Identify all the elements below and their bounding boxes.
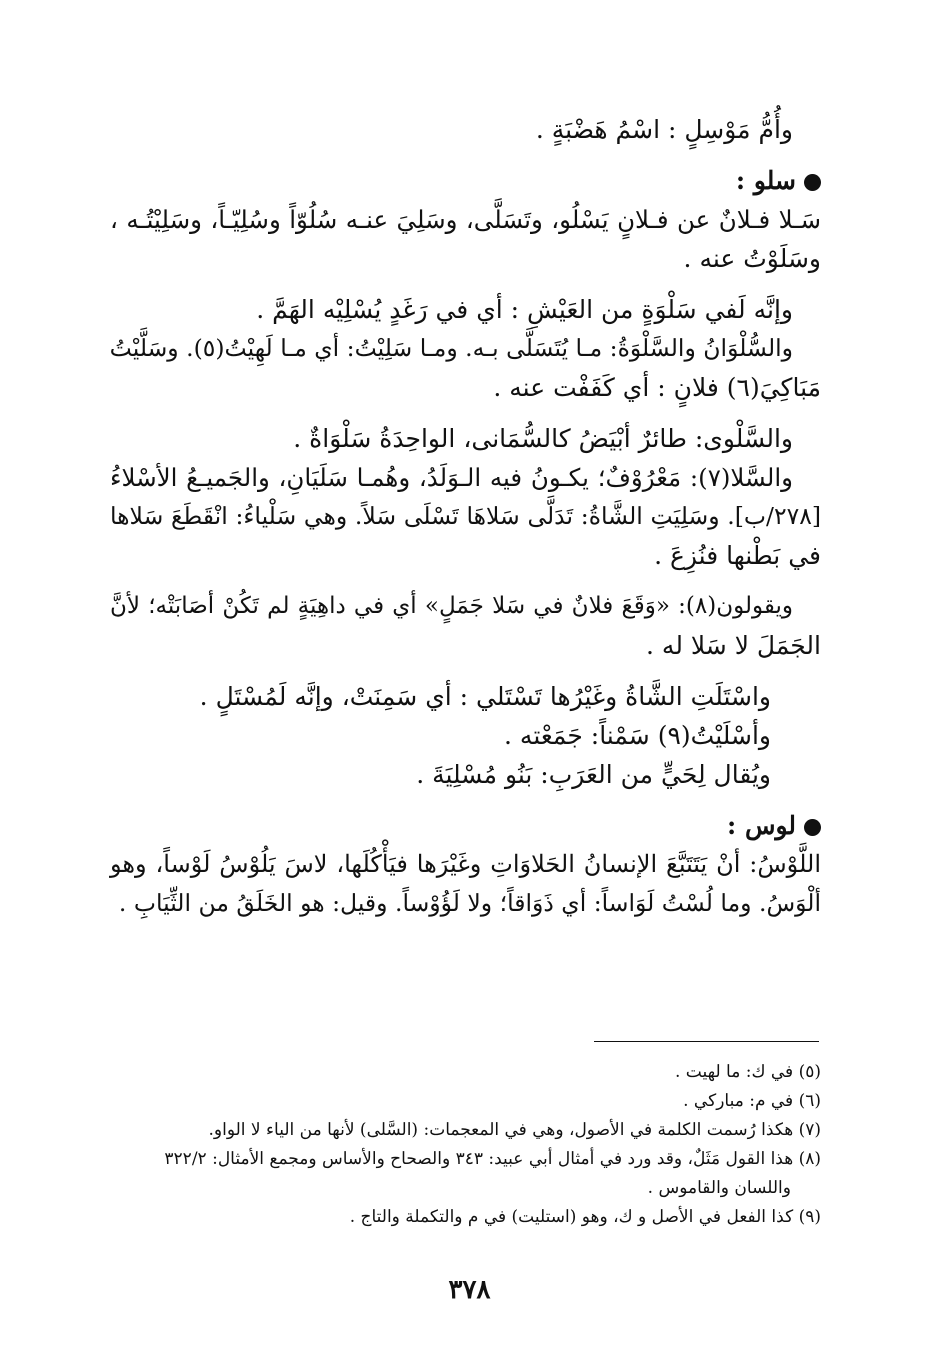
footnote-separator xyxy=(594,1041,819,1042)
heading-label: سلو : xyxy=(735,166,796,195)
footnote: (٦) في م: مباركي . xyxy=(683,1091,821,1111)
text-line: وأسْلَيْتُ(٩) سَمْناً: جَمَعْته . xyxy=(504,721,771,750)
text-line: وإنَّه لَفي سَلْوَةٍ من العَيْشِ : أي في رَغَدٍ يُسْلِيْه الهَمَّ . xyxy=(256,295,793,324)
entry-heading-salw xyxy=(110,161,821,200)
text-line: في بَطْنها فنُزِعَ . xyxy=(654,541,821,570)
text-line: ويُقال لِحَيٍّ من العَرَبِ: بَنُو مُسْلِيَةَ . xyxy=(416,760,771,789)
heading-label: لوس : xyxy=(727,811,796,840)
text-line: سَـلا فـلانٌ عن فـلانٍ يَسْلُو، وتَسَلَّى، وسَلِيَ عنـه سُلُوّاً وسُلِيّـاً، وسَلِيْتُـه ، xyxy=(110,205,821,234)
text-line: والسَّلا(٧): مَعْرُوْفٌ؛ يكـونُ فيه الـوَلَدُ، وهُمـا سَلَيَانِ، والجَميـعُ الأسْلاءُ xyxy=(110,463,793,492)
footnotes xyxy=(110,1058,821,1232)
text-line: وأُمُّ مَوْسِلٍ : اسْمُ هَضْبَةٍ . xyxy=(535,115,793,144)
page-number: ٣٧٨ xyxy=(448,1275,491,1305)
text-line: والسُّلْوَانُ والسَّلْوَةُ: مـا يُتَسَلَّى بـه. ومـا سَلِيْتُ: أي مـا لَهِيْتُ(٥). وسَلَّيْتُ xyxy=(109,334,793,362)
text-line: واسْتَلَتِ الشَّاةُ وغَيْرُها تَسْتَلي : أي سَمِنَتْ، وإنَّه لَمُسْتَلٍ . xyxy=(199,682,771,711)
text-line: ويقولون(٨): «وَقَعَ فلانٌ في سَلا جَمَلٍ» أي في داهِيَةٍ لم تَكُنْ أصَابَتْه؛ لأنَّ xyxy=(110,593,793,619)
text-line: اللَّوْسُ: أنْ يَتَتَبَّعَ الإنسانُ الحَلاوَاتِ وغَيْرَها فيَأْكُلَها، لاسَ يَلُوْسُ لَوْساً، وهو xyxy=(110,850,821,878)
bullet-icon xyxy=(804,174,821,191)
footnote: (٨) هذا القول مَثَلٌ، وقد ورد في أمثال أبي عبيد: ٣٤٣ والصحاح والأساس ومجمع الأمثال: ٣٢٢/٢ xyxy=(164,1149,821,1169)
text-line: ألْوَسُ. وما لُسْتُ لَوَاساً: أي ذَوَاقاً؛ ولا لَؤُوْساً. وقيل: هو الخَلَقُ من الثِّيَابِ . xyxy=(118,889,821,917)
text-line: وسَلَوْتُ عنه . xyxy=(683,244,821,273)
footnote: (٧) هكذا رُسمت الكلمة في الأصول، وهي في المعجمات: (السَّلى) لأنها من الياء لا الواو. xyxy=(208,1120,821,1140)
bullet-icon xyxy=(804,819,821,836)
footnote-continuation: واللسان والقاموس . xyxy=(647,1178,791,1198)
text-line: [٢٧٨/ب]. وسَلِيَتِ الشَّاةُ: تَدَلَّى سَلاهَا تَسْلَى سَلاً. وهي سَلْياءُ: انْقَطَعَ سَلاها xyxy=(110,502,821,530)
text-line: مَبَاكِيَ(٦) فلانٍ : أي كَفَفْت عنه . xyxy=(493,373,821,402)
entry-heading-laws xyxy=(110,806,821,845)
text-line: الجَمَلَ لا سَلا له . xyxy=(646,631,821,660)
footnote: (٥) في ك: ما لهيت . xyxy=(675,1062,821,1082)
footnote: (٩) كذا الفعل في الأصل و ك، وهو (استليت) في م والتكملة والتاج . xyxy=(349,1207,821,1227)
main-text xyxy=(110,110,821,923)
text-line: والسَّلْوى: طائرٌ أبْيَضُ كالسُّمَانى، الواحِدَةُ سَلْوَاةٌ . xyxy=(293,424,793,453)
